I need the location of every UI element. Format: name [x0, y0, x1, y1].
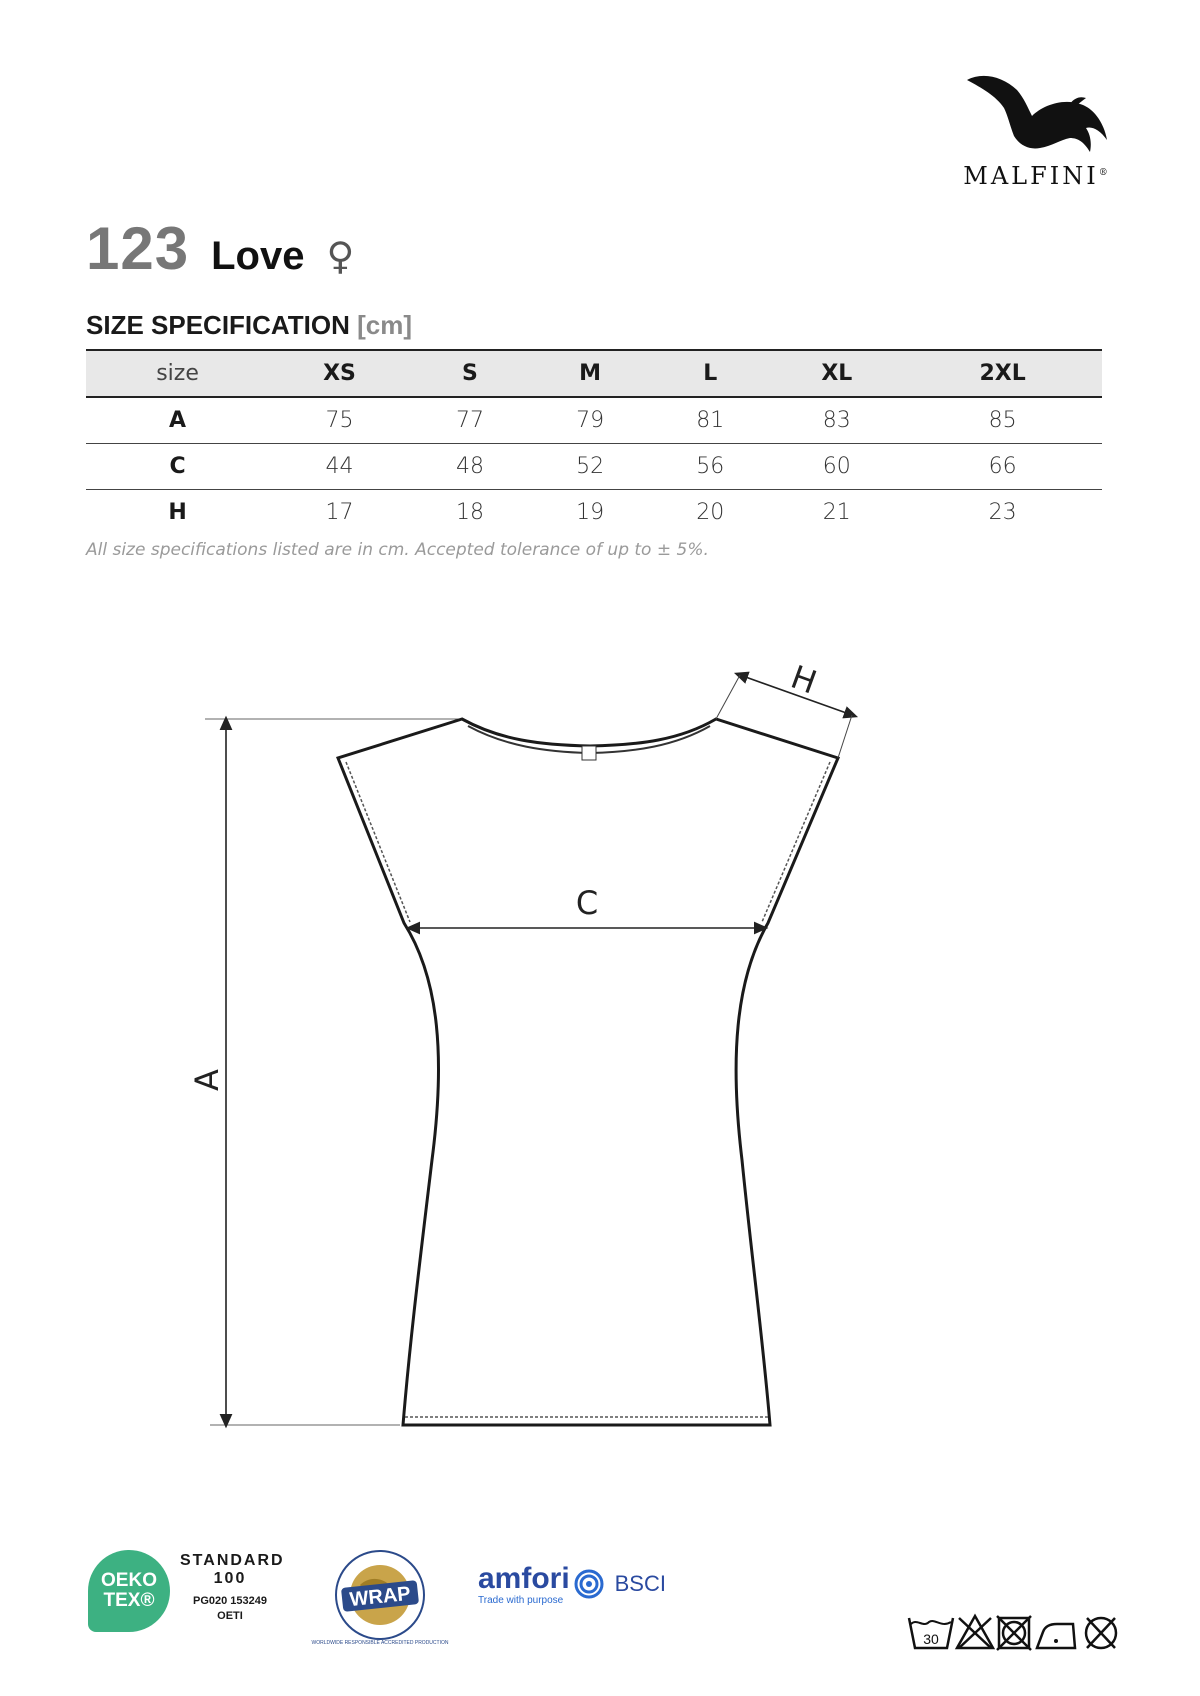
product-name: Love: [211, 234, 305, 278]
neck-label: [582, 746, 596, 760]
amfori-bsci-logo: [478, 1562, 666, 1606]
product-heading: [86, 214, 354, 283]
size-table: [86, 349, 1102, 535]
tolerance-note: All size specifications listed are in cm. Accepted tolerance of up to ± 5%.: [86, 540, 709, 560]
header-cell: 2XL: [979, 361, 1026, 386]
table-cell: 83: [822, 408, 851, 433]
amfori-tagline: Trade with purpose: [478, 1594, 564, 1606]
table-cell: 20: [696, 500, 725, 525]
cert-code: PG020 153249: [192, 1595, 267, 1607]
product-number: 123: [86, 215, 190, 282]
header-cell: XL: [821, 361, 853, 386]
table-cell: 17: [325, 500, 354, 525]
no-bleach-icon: [957, 1616, 993, 1648]
row-label: C: [169, 454, 186, 479]
table-cell: 21: [822, 500, 851, 525]
row-label: A: [169, 408, 187, 433]
spec-title: [86, 310, 412, 341]
dimension-a-label: A: [188, 1069, 226, 1091]
garment-outline: [338, 719, 838, 1425]
table-cell: 75: [325, 408, 354, 433]
eagle-icon: [962, 68, 1112, 158]
iron-low-icon: [1037, 1624, 1075, 1648]
wash-temp: 30: [923, 1631, 939, 1647]
table-cell: 79: [576, 408, 605, 433]
dimension-h-label: H: [785, 657, 822, 702]
header-cell: M: [579, 361, 602, 386]
registered-mark: ®: [1098, 168, 1111, 178]
no-tumble-dry-icon: [997, 1616, 1031, 1650]
table-row: [86, 490, 1102, 536]
h-tick-left: [716, 675, 740, 719]
table-row: [86, 397, 1102, 444]
amfori-swirl-icon: [574, 1569, 604, 1599]
wash-30-icon: [909, 1618, 953, 1648]
row-label: H: [168, 500, 187, 525]
wrap-label: WRAP: [348, 1582, 412, 1612]
table-cell: 52: [576, 454, 605, 479]
table-row: [86, 444, 1102, 490]
header-cell: XS: [323, 361, 356, 386]
table-cell: 85: [988, 408, 1017, 433]
no-dry-clean-icon: [1086, 1618, 1116, 1648]
table-cell: 44: [325, 454, 354, 479]
header-cell: L: [703, 361, 718, 386]
header-cell: S: [462, 361, 478, 386]
table-cell: 56: [696, 454, 725, 479]
table-header-row: [86, 350, 1102, 397]
header-cell: size: [156, 361, 199, 386]
oeko-line1: OEKO: [101, 1570, 157, 1591]
spec-title-text: SIZE SPECIFICATION: [86, 310, 350, 340]
footer-certifications: [0, 1540, 1200, 1660]
brand-logo: [952, 68, 1122, 190]
oeko-tex-logo: [88, 1550, 170, 1632]
table-cell: 23: [988, 500, 1017, 525]
table-cell: 60: [822, 454, 851, 479]
garment-diagram: [0, 640, 1200, 1460]
female-icon: ♀: [326, 234, 355, 278]
oeko-standard: [180, 1552, 285, 1624]
standard-label: STANDARD: [180, 1552, 285, 1569]
oeko-line2: TEX®: [103, 1590, 155, 1611]
care-symbols: [905, 1608, 1125, 1658]
wrap-logo: [311, 1540, 449, 1650]
bsci-wordmark: BSCI: [614, 1570, 666, 1596]
brand-name: MALFINI: [963, 162, 1099, 190]
standard-number: 100: [213, 1570, 247, 1587]
table-cell: 48: [455, 454, 484, 479]
cert-institute: OETI: [217, 1610, 243, 1622]
table-cell: 18: [455, 500, 484, 525]
spec-unit: [cm]: [357, 310, 413, 340]
table-cell: 19: [576, 500, 605, 525]
table-cell: 81: [696, 408, 725, 433]
amfori-wordmark: amfori: [478, 1562, 570, 1595]
wrap-ring-text: WORLDWIDE RESPONSIBLE ACCREDITED PRODUCTION: [311, 1640, 449, 1646]
h-tick-right: [838, 715, 852, 758]
table-cell: 77: [455, 408, 484, 433]
table-cell: 66: [988, 454, 1017, 479]
dimension-c-label: C: [575, 884, 599, 922]
